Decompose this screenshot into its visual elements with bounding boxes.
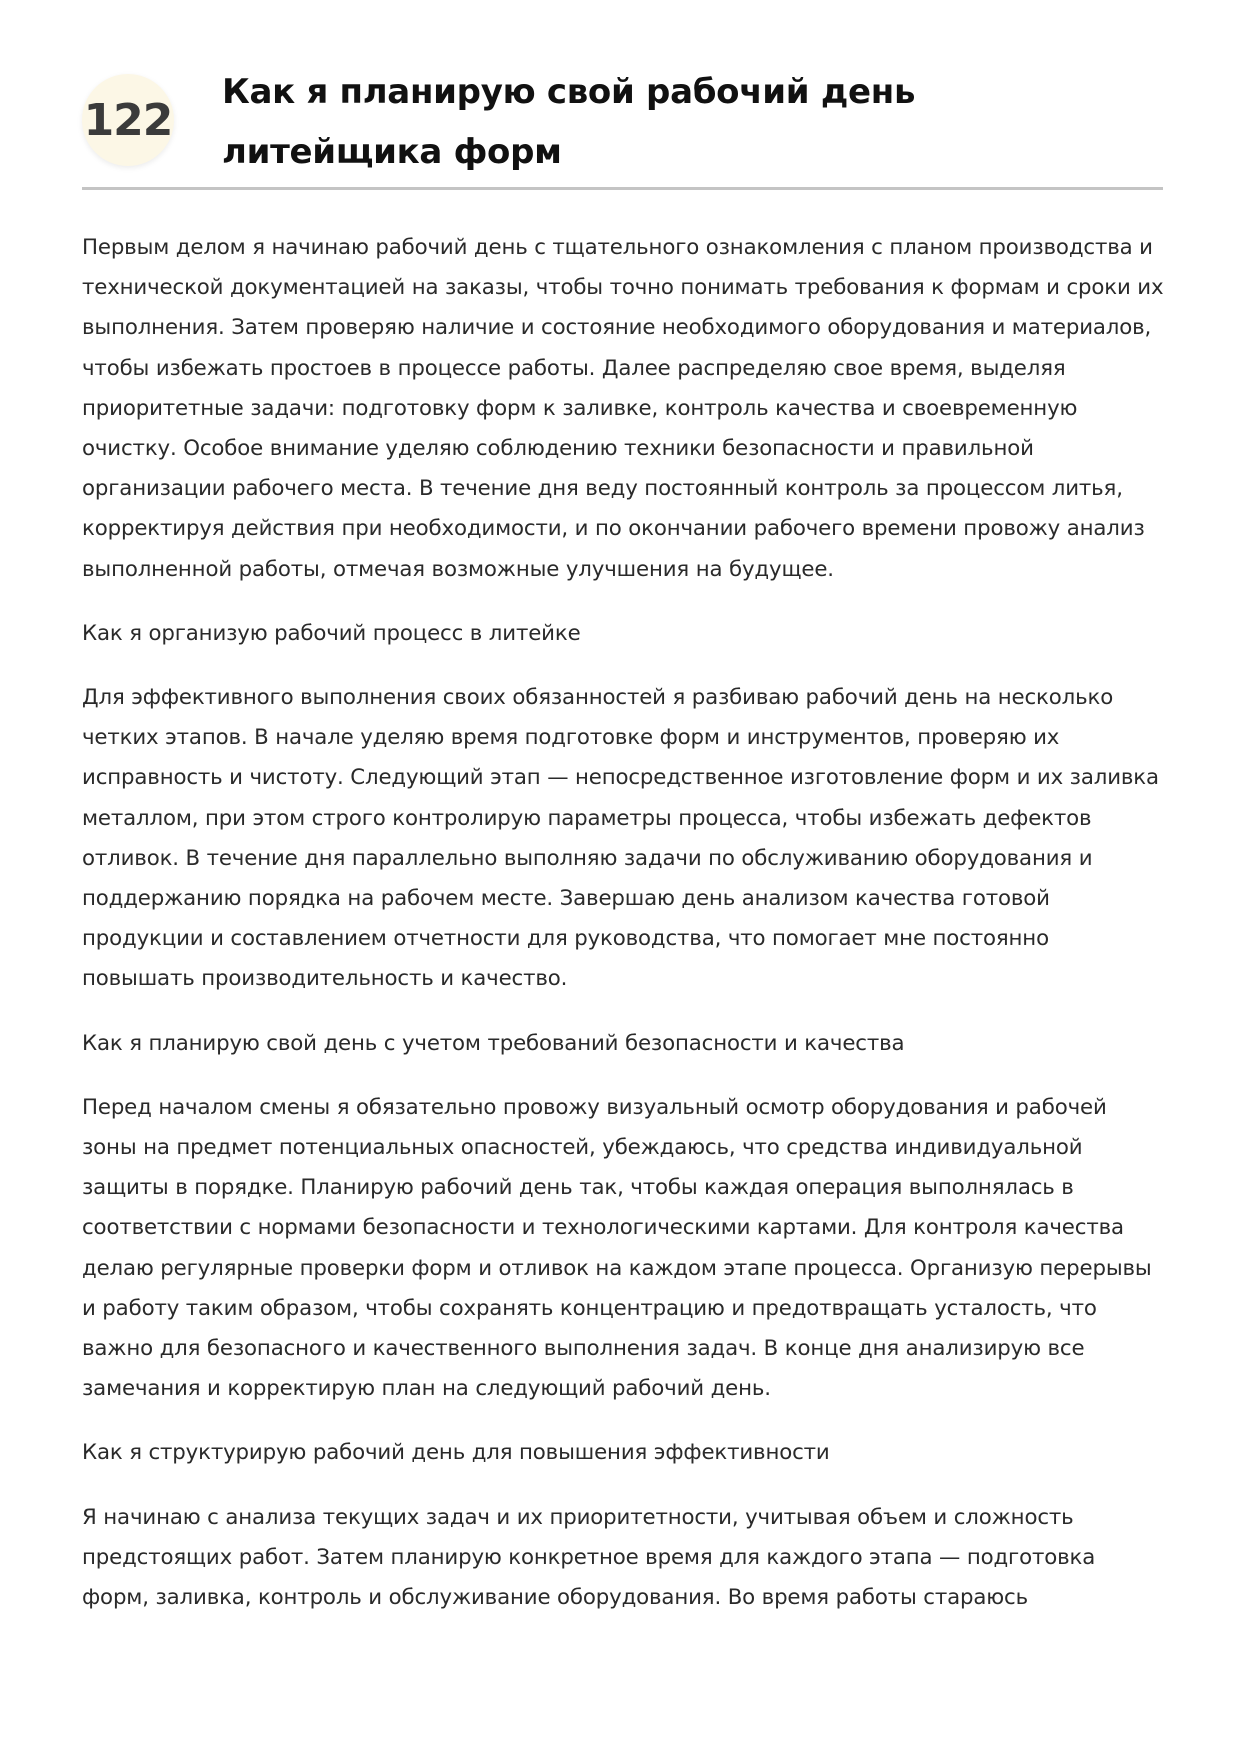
article-header — [82, 0, 1163, 190]
header-divider — [82, 187, 1163, 190]
paragraph: Перед началом смены я обязательно провожу визуальный осмотр оборудования и рабочей зоны на предмет потенциальных опасностей, убеждаюсь, что средства индивидуальной защиты в порядке. Планирую рабочий день так, чтобы каждая операция выполнялась в соответствии с нормами безопасности и технологическими картами. Для контроля качества делаю регулярные проверки форм и отливок на каждом этапе процесса. Организую перерывы и работу таким образом, чтобы сохранять концентрацию и предотвращать усталость, что важно для безопасного и качественного выполнения задач. В конце дня анализирую все замечания и корректирую план на следующий рабочий день. — [82, 1094, 1152, 1402]
paragraph-intro: Первым делом я начинаю рабочий день с тщательного ознакомления с планом производства и технической документацией на заказы, чтобы точно понимать требования к формам и сроки их выполнения. Затем проверяю наличие и состояние необходимого оборудования и материалов, чтобы избежать простоев в процессе работы. Далее распределяю свое время, выделяя приоритетные задачи: подготовку форм к заливке, контроль качества и своевременную очистку. Особое внимание уделяю соблюдению техники безопасности и правильной организации рабочего места. В течение дня веду постоянный контроль за процессом литья, корректируя действия при необходимости, и по окончании рабочего времени провожу анализ выполненной работы, отмечая возможные улучшения на будущее. — [82, 235, 1164, 582]
section-heading: Как я структурирую рабочий день для повышения эффективности — [82, 1440, 830, 1466]
question-number: 122 — [83, 94, 173, 146]
paragraph: Я начинаю с анализа текущих задач и их приоритетности, учитывая объем и сложность предстоящих работ. Затем планирую конкретное время для каждого этапа — подготовка форм, заливка, контроль и обслуживание оборудования. Во время работы стараюсь — [82, 1504, 1096, 1611]
page-title: Как я планирую свой рабочий день литейщика форм — [222, 72, 916, 172]
section-heading: Как я планирую свой день с учетом требований безопасности и качества — [82, 1030, 905, 1056]
article-content — [82, 228, 1167, 1642]
paragraph: Для эффективного выполнения своих обязанностей я разбиваю рабочий день на несколько четких этапов. В начале уделяю время подготовке форм и инструментов, проверяю их исправность и чистоту. Следующий этап — непосредственное изготовление форм и их заливка металлом, при этом строго контролирую параметры процесса, чтобы избежать дефектов отливок. В течение дня параллельно выполняю задачи по обслуживанию оборудования и поддержанию порядка на рабочем месте. Завершаю день анализом качества готовой продукции и составлением отчетности для руководства, что помогает мне постоянно повышать производительность и качество. — [82, 685, 1159, 992]
question-number-badge — [82, 74, 174, 166]
section-heading: Как я организую рабочий процесс в литейке — [82, 620, 581, 646]
